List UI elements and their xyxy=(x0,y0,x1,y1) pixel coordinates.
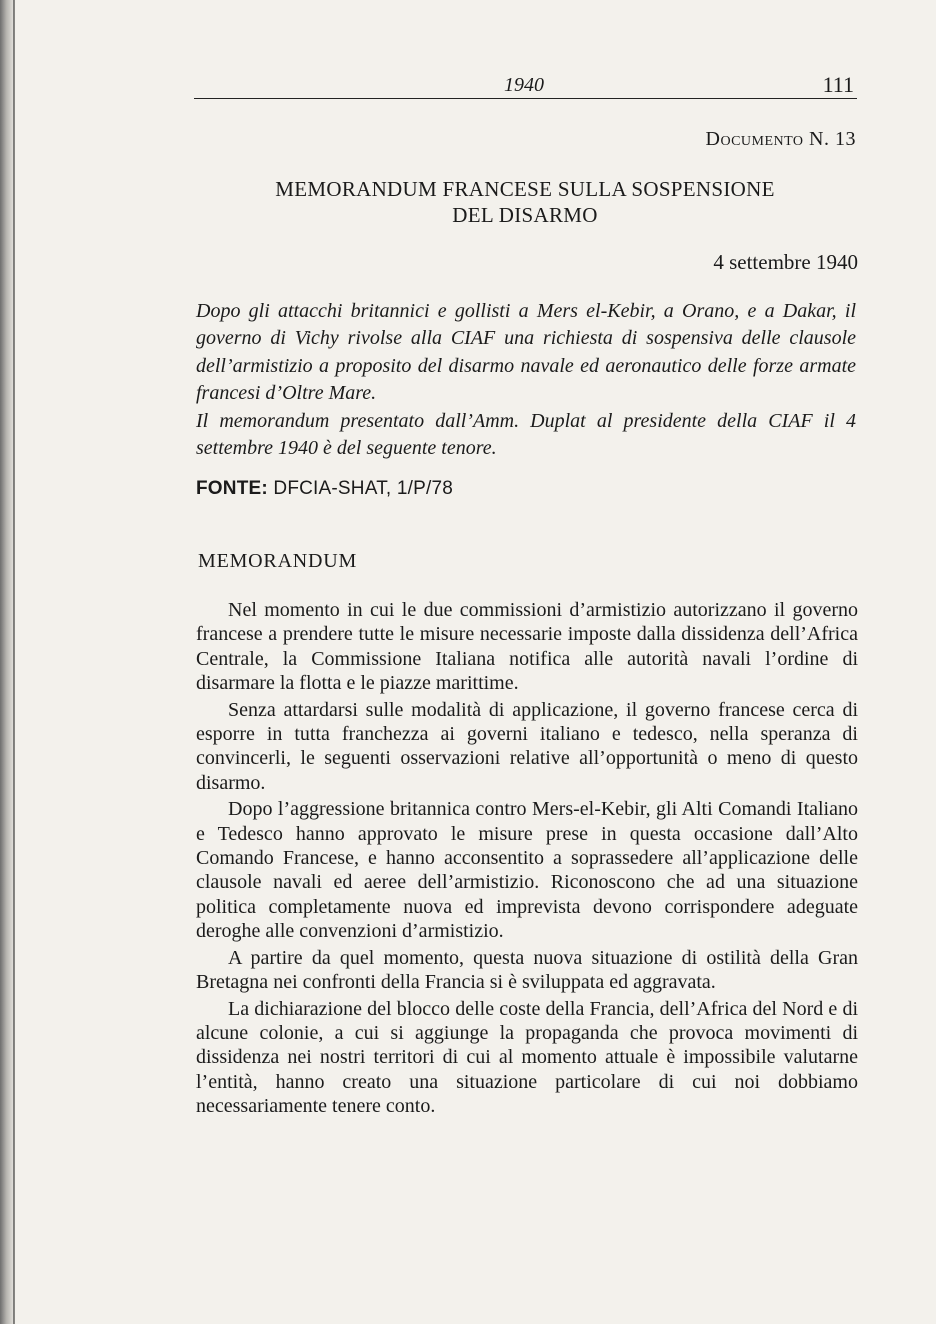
document-date: 4 settembre 1940 xyxy=(713,250,858,274)
document-title xyxy=(194,176,856,228)
body-paragraph: Dopo l’aggressione britannica contro Mers-el-Kebir, gli Alti Comandi Italiano e Tedesco hanno approvato le misure prese in questa occasione dall’Alto Comando Francese, e hanno acconsentito a soprassedere all’applicazione delle clausole navali ed aeree dell’armistizio. Riconoscono che ad una situazione politica completamente nuova ed imprevista devono corrispondere adeguate deroghe alle convenzioni d’armistizio. xyxy=(196,798,858,943)
page-binding-edge xyxy=(13,0,15,1324)
intro-paragraph-2: Il memorandum presentato dall’Amm. Duplat al presidente della CIAF il 4 settembre 1940 è del seguente tenore. xyxy=(196,409,856,460)
source-value: DFCIA-SHAT, 1/P/78 xyxy=(273,478,453,499)
document-title-line-2: DEL DISARMO xyxy=(452,203,598,227)
memorandum-heading: MEMORANDUM xyxy=(198,550,358,572)
intro-paragraph-1: Dopo gli attacchi britannici e gollisti a Mers el-Kebir, a Orano, e a Dakar, il governo di Vichy rivolse alla CIAF una richiesta di sospensiva delle clausole dell’armistizio a proposito del disarmo navale ed aeronautico delle forze armate francesi d’Oltre Mare. xyxy=(196,300,856,405)
document-number-prefix: Documento xyxy=(705,128,804,150)
running-header-year: 1940 xyxy=(504,74,544,96)
body-paragraph: Senza attardarsi sulle modalità di applicazione, il governo francese cerca di esporre in tutta franchezza ai governi italiano e tedesco, nella speranza di convincerli, le seguenti osservazioni relative all’opportunità o meno di questo disarmo. xyxy=(196,698,858,794)
source-label: FONTE: xyxy=(196,478,268,499)
source-line xyxy=(196,478,453,500)
body-paragraph: A partire da quel momento, questa nuova situazione di ostilità della Gran Bretagna nei confronti della Francia si è sviluppata ed aggravata. xyxy=(196,946,858,994)
running-header xyxy=(194,70,856,98)
header-rule xyxy=(194,98,857,99)
document-number-value: N. 13 xyxy=(809,128,856,150)
document-number xyxy=(706,128,856,151)
body-paragraph: La dichiarazione del blocco delle coste della Francia, dell’Africa del Nord e di alcune colonie, a cui si aggiunge la propaganda che provoca movimenti di dissidenza nei nostri territori di cui al momento attuale è impossibile valutarne l’entità, hanno creato una situazione particolare di cui noi dobbiamo necessariamente tenere conto. xyxy=(196,997,858,1118)
page-binding-shadow xyxy=(0,0,14,1324)
document-title-line-1: MEMORANDUM FRANCESE SULLA SOSPENSIONE xyxy=(275,177,775,201)
body-paragraph: Nel momento in cui le due commissioni d’armistizio autorizzano il governo francese a prendere tutte le misure necessarie imposte dalla dissidenza dell’Africa Centrale, la Commissione Italiana notifica alle autorità navali l’ordine di disarmare la flotta e le piazze marittime. xyxy=(196,599,858,695)
memorandum-body xyxy=(196,598,858,1121)
page-number: 111 xyxy=(822,72,854,97)
editorial-introduction xyxy=(196,298,856,462)
